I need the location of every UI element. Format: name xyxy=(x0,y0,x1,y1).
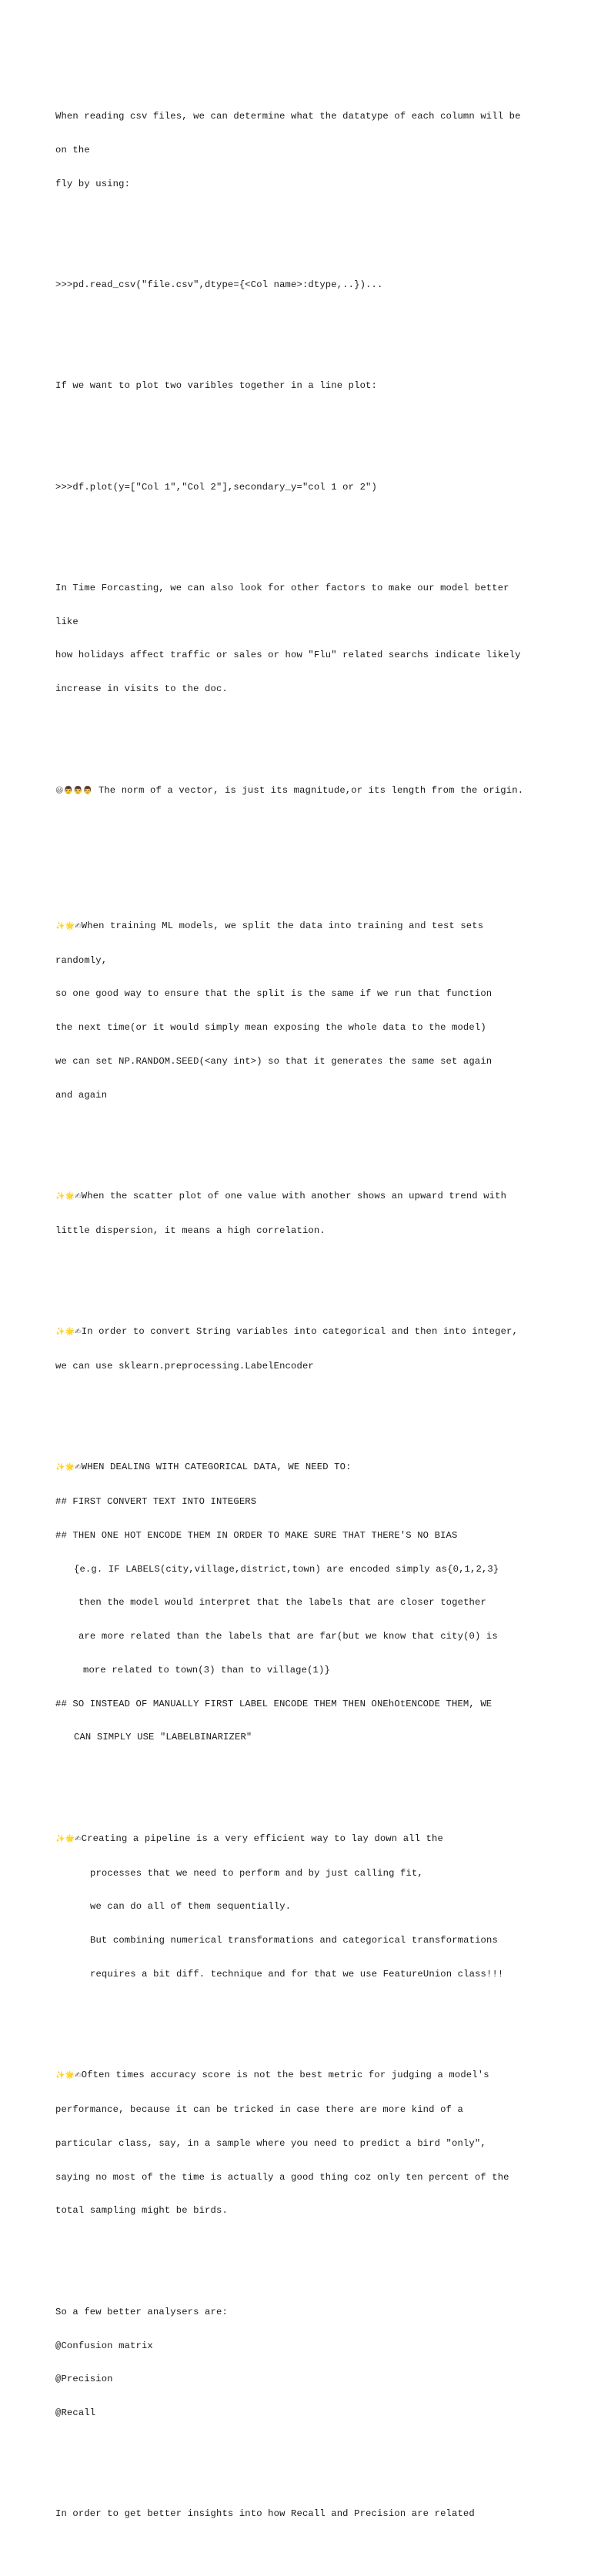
text-span: In order to convert String variables into categorical and then into integer, xyxy=(81,1326,518,1338)
text-line: total sampling might be birds. xyxy=(55,2205,228,2217)
paragraph-label-encoder xyxy=(55,1304,579,1395)
text-line: how holidays affect traffic or sales or how "Flu" related searchs indicate likely xyxy=(55,650,521,661)
note-page xyxy=(55,55,579,2576)
text-line: more related to town(3) than to village(1)} xyxy=(83,1664,330,1676)
paragraph-better-analysers xyxy=(55,2284,579,2441)
text-span: Creating a pipeline is a very efficient way to lay down all the xyxy=(81,1833,443,1844)
list-item: @Confusion matrix xyxy=(55,2340,153,2351)
text-line: then the model would interpret that the labels that are closer together xyxy=(78,1597,486,1609)
text-line xyxy=(55,920,579,933)
text-line: requires a bit diff. technique and for that we use FeatureUnion class!!! xyxy=(90,1968,504,1980)
text-line: If we want to plot two varibles together in a line plot: xyxy=(55,380,377,392)
code-read-csv xyxy=(55,257,579,313)
text-line xyxy=(55,1191,579,1203)
text-line: When reading csv files, we can determine what the datatype of each column will be xyxy=(55,110,521,122)
text-line: are more related than the labels that are far(but we know that city(0) is xyxy=(78,1631,498,1642)
paragraph-categorical-data xyxy=(55,1439,579,1766)
sparkle-star-hand-icon: ✨🌟✍ xyxy=(55,2071,82,2080)
text-line: But combining numerical transformations and categorical transformations xyxy=(90,1935,498,1946)
text-line: on the xyxy=(55,144,90,155)
text-span: When training ML models, we split the data into training and test sets xyxy=(81,920,484,931)
code-line: >>>pd.read_csv("file.csv",dtype={<Col name>:dtype,..})... xyxy=(55,279,383,290)
text-line: In Time Forcasting, we can also look for other factors to make our model better xyxy=(55,582,509,593)
list-item: @Recall xyxy=(55,2407,96,2419)
text-span: WHEN DEALING WITH CATEGORICAL DATA, WE NEED TO: xyxy=(81,1462,352,1473)
text-line xyxy=(55,2070,579,2082)
paragraph-scatter-correlation xyxy=(55,1168,579,1259)
code-df-plot xyxy=(55,459,579,515)
list-item: @Precision xyxy=(55,2374,113,2385)
text-line xyxy=(55,785,579,797)
text-line xyxy=(55,1326,579,1338)
text-line: ## FIRST CONVERT TEXT INTO INTEGERS xyxy=(55,1496,257,1507)
text-line: the next time(or it would simply mean exposing the whole data to the model) xyxy=(55,1022,486,1034)
text-line: performance, because it can be tricked in case there are more kind of a xyxy=(55,2104,463,2116)
text-line xyxy=(55,1462,579,1474)
text-line: {e.g. IF LABELS(city,village,district,town) are encoded simply as{0,1,2,3} xyxy=(74,1563,499,1575)
text-line: we can do all of them sequentially. xyxy=(90,1901,292,1913)
text-span: When the scatter plot of one value with another shows an upward trend with xyxy=(81,1190,507,1201)
text-line xyxy=(55,1833,579,1846)
paragraph-line-plot xyxy=(55,358,579,414)
text-line: increase in visits to the doc. xyxy=(55,683,228,695)
text-line: and again xyxy=(55,1089,108,1101)
sparkle-star-hand-icon: ✨🌟✍ xyxy=(55,1191,82,1201)
paragraph-pipeline xyxy=(55,1811,579,2003)
text-line: little dispersion, it means a high correlation. xyxy=(55,1225,326,1236)
text-span: The norm of a vector, is just its magnitude,or its length from the origin. xyxy=(92,784,524,796)
text-line: like xyxy=(55,616,78,627)
text-line: ## SO INSTEAD OF MANUALLY FIRST LABEL ENCODE THEM THEN ONEhOtENCODE THEM, WE xyxy=(55,1698,492,1709)
text-line: randomly, xyxy=(55,954,108,966)
sparkle-star-hand-icon: ✨🌟✍ xyxy=(55,921,82,931)
text-line: ## THEN ONE HOT ENCODE THEM IN ORDER TO MAKE SURE THAT THERE'S NO BIAS xyxy=(55,1529,458,1541)
text-line: processes that we need to perform and by just calling fit, xyxy=(90,1867,423,1879)
paragraph-accuracy-metric xyxy=(55,2047,579,2239)
sparkle-star-hand-icon: ✨🌟✍ xyxy=(55,1834,82,1843)
paragraph-csv-dtype xyxy=(55,89,579,212)
emoji-faces-icon: 😃👨👨👨 xyxy=(55,786,93,795)
text-line: so one good way to ensure that the split is the same if we run that function xyxy=(55,988,492,1000)
text-line: In order to get better insights into how Recall and Precision are related xyxy=(55,2508,475,2520)
paragraph-random-seed xyxy=(55,898,579,1124)
text-line: fly by using: xyxy=(55,178,131,189)
paragraph-time-forecasting xyxy=(55,560,579,717)
text-line: saying no most of the time is actually a good thing coz only ten percent of the xyxy=(55,2171,509,2183)
text-line: CAN SIMPLY USE "LABELBINARIZER" xyxy=(74,1732,252,1743)
code-line: >>>df.plot(y=["Col 1","Col 2"],secondary_y="col 1 or 2") xyxy=(55,481,377,493)
spacer xyxy=(55,853,579,864)
sparkle-star-hand-icon: ✨🌟✍ xyxy=(55,1328,82,1337)
text-line: So a few better analysers are: xyxy=(55,2306,228,2317)
paragraph-vector-norm xyxy=(55,762,579,819)
text-line: particular class, say, in a sample where you need to predict a bird "only", xyxy=(55,2137,486,2149)
text-line: we can set NP.RANDOM.SEED(<any int>) so that it generates the same set again xyxy=(55,1055,492,1067)
paragraph-recall-precision xyxy=(55,2486,579,2542)
text-line: we can use sklearn.preprocessing.LabelEncoder xyxy=(55,1360,314,1372)
sparkle-star-hand-icon: ✨🌟✍ xyxy=(55,1463,82,1472)
text-span: Often times accuracy score is not the best metric for judging a model's xyxy=(81,2070,489,2081)
